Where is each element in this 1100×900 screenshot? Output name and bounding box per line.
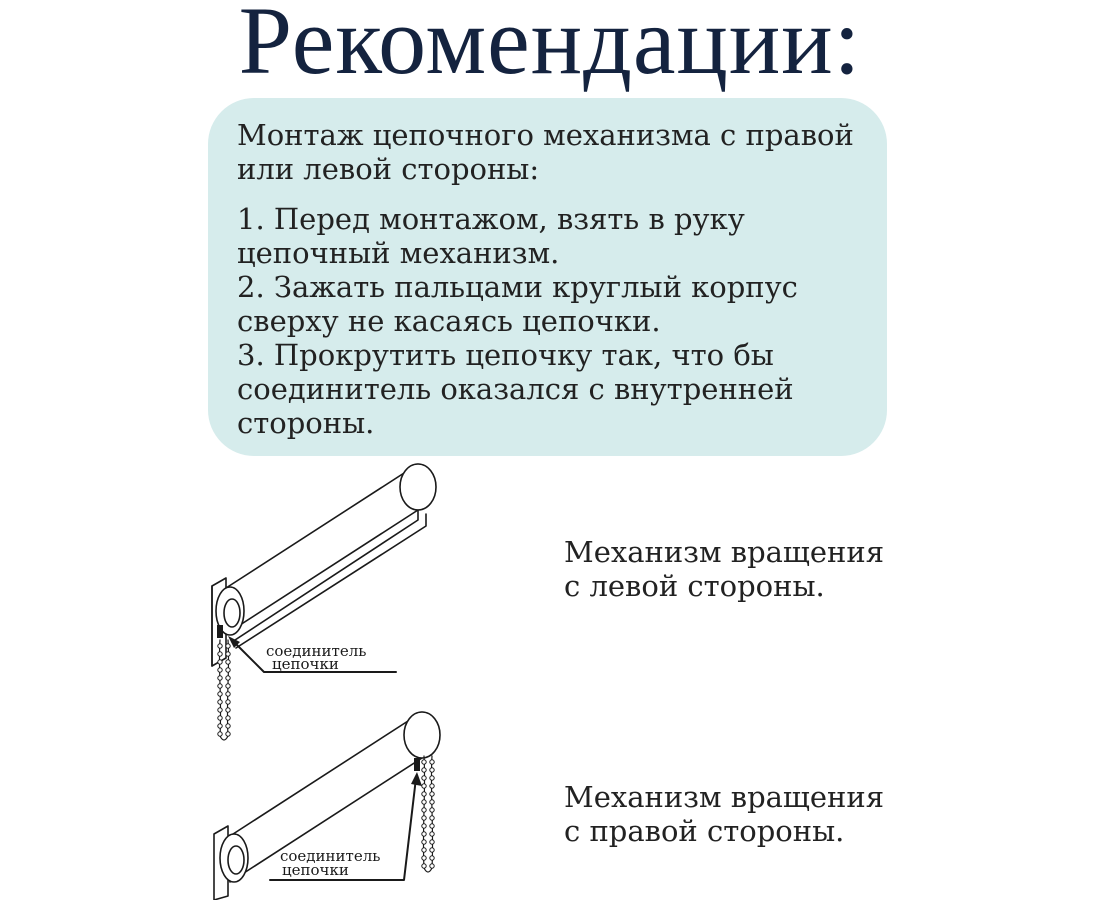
connector-label-line2: цепочки xyxy=(272,655,339,673)
connector-label-line1: соединитель xyxy=(280,847,381,865)
step-3: 3. Прокрутить цепочку так, что бы соединитель оказался с внутренней стороны. xyxy=(237,338,794,440)
step-1: 1. Перед монтажом, взять в руку цепочный механизм. xyxy=(237,202,745,270)
step-2: 2. Зажать пальцами круглый корпус сверху не касаясь цепочки. xyxy=(237,270,798,338)
left-mechanism-caption: Механизм вращения с левой стороны. xyxy=(564,535,885,603)
connector-label-line1: соединитель xyxy=(266,642,367,660)
recommendation-panel xyxy=(208,98,887,456)
page-title: Рекомендации: xyxy=(238,0,862,94)
roller-blind-right-drawing xyxy=(200,700,460,900)
panel-intro: Монтаж цепочного механизма с правой или левой стороны: xyxy=(237,118,854,186)
right-mechanism-illustration xyxy=(200,700,460,900)
connector-label-line2: цепочки xyxy=(282,861,349,879)
right-mechanism-caption: Механизм вращения с правой стороны. xyxy=(564,780,885,848)
